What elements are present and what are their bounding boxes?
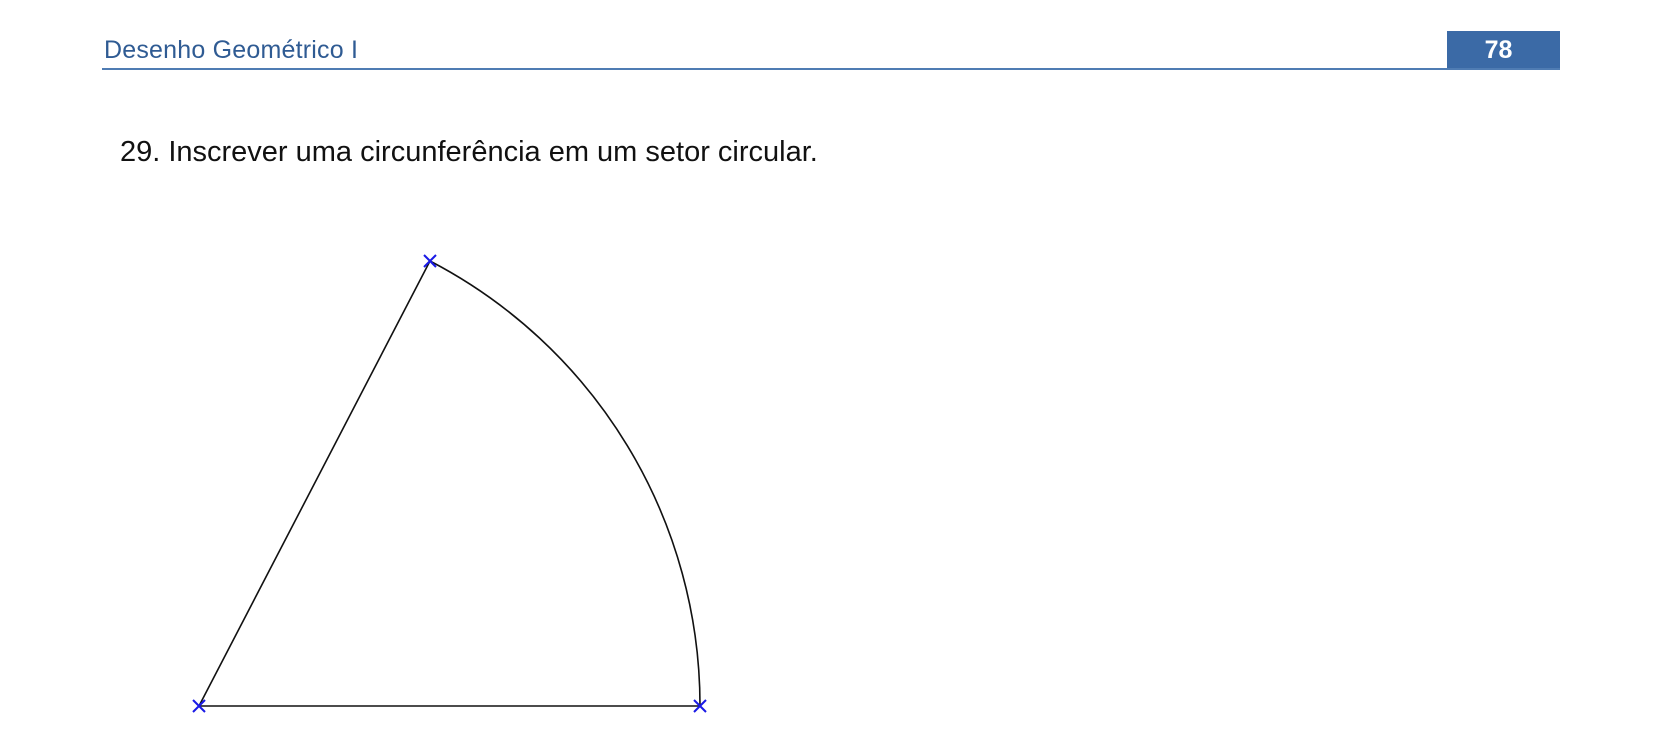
sector-radius-left	[199, 261, 430, 706]
document-title: Desenho Geométrico I	[104, 36, 359, 64]
point-marker-top	[424, 255, 436, 267]
exercise-text: Inscrever uma circunferência em um setor circular.	[168, 136, 818, 168]
exercise-number: 29.	[120, 136, 161, 168]
page-number: 78	[1447, 31, 1560, 70]
sector-arc	[430, 261, 700, 706]
